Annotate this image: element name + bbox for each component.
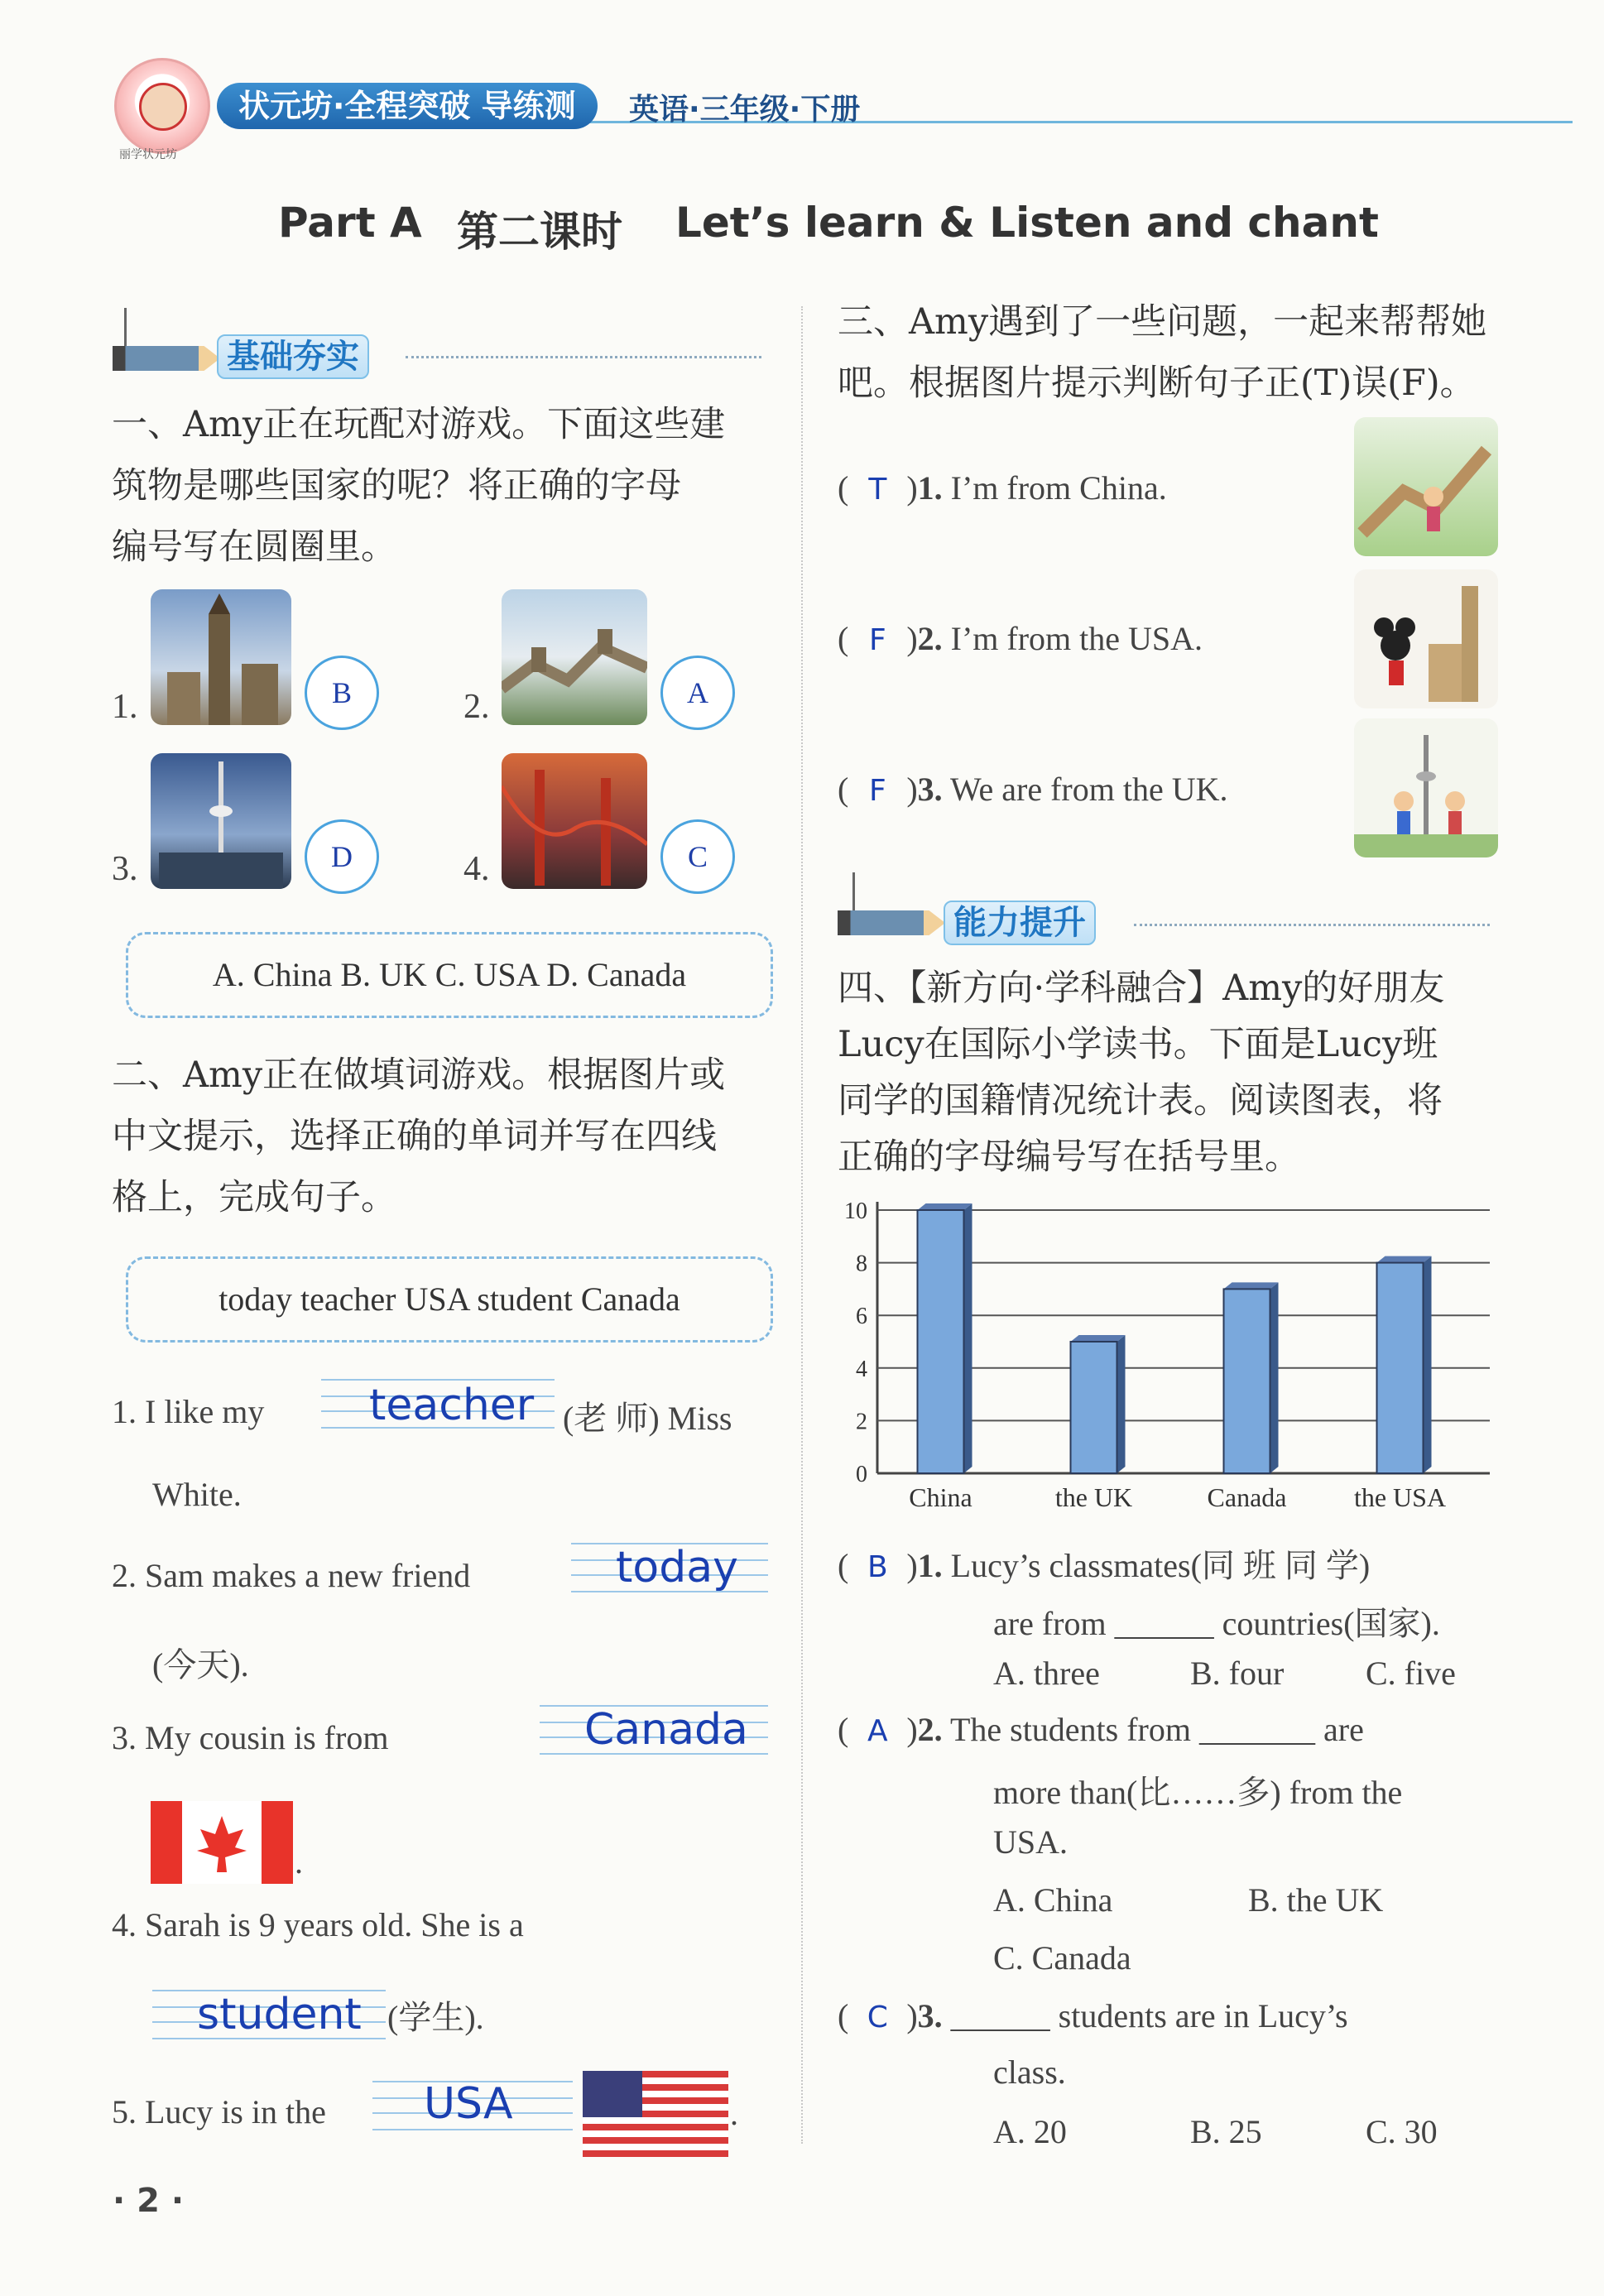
logo-caption: 丽学状元坊 <box>119 148 177 161</box>
big-ben-icon <box>151 589 291 725</box>
q3-item-1: ( T )1. I’m from China. <box>838 469 1167 507</box>
q2-s5-answer: USA <box>424 2079 513 2129</box>
column-divider <box>801 306 803 2144</box>
section-dotline <box>1134 924 1490 926</box>
q1-item-4-number: 4. <box>463 850 490 888</box>
subject-label: 英语·三年级·下册 <box>629 93 861 127</box>
q2-s1-cont: White. <box>152 1476 242 1513</box>
series-title: 状元坊·全程突破 导练测 <box>217 83 598 129</box>
q4-q3-opt-a: A. 20 <box>993 2113 1067 2150</box>
q4-q1-opt-c: C. five <box>1366 1655 1456 1692</box>
q2-s2-answer: today <box>616 1543 738 1592</box>
q3-item-1-answer[interactable]: T <box>868 473 887 507</box>
q1-item-1-number: 1. <box>112 688 138 726</box>
cn-tower-photo <box>151 753 291 889</box>
q1-answer-circle-3[interactable]: D <box>305 819 379 894</box>
x-tick-label: the USA <box>1353 1482 1447 1512</box>
q4-q2-line2: more than(比……多) from the <box>993 1774 1403 1811</box>
q2-s3-answer: Canada <box>584 1705 748 1755</box>
q4-q1-line2: are from ______ countries(国家). <box>993 1605 1440 1642</box>
q2-s1-hint: (老 师) Miss <box>563 1400 732 1437</box>
y-tick-label: 4 <box>856 1356 867 1382</box>
bar-side <box>1424 1256 1432 1473</box>
q4-q3-opt-b: B. 25 <box>1190 2113 1262 2150</box>
great-wall-icon <box>502 589 647 725</box>
q2-s1-answer: teacher <box>369 1381 535 1430</box>
q4-q1-answer[interactable]: B <box>867 1550 888 1584</box>
great-wall-photo <box>502 589 647 725</box>
big-ben-photo <box>151 589 291 725</box>
q3-cn-tower-cartoon <box>1354 718 1498 857</box>
bar-the-uk <box>1071 1342 1117 1473</box>
bar-top <box>918 1203 972 1210</box>
y-tick-label: 10 <box>844 1198 867 1224</box>
q4-q1-line1: ( B )1. Lucy’s classmates(同 班 同 学) <box>838 1547 1371 1584</box>
q2-s5-text: 5. Lucy is in the <box>112 2093 326 2130</box>
y-tick-label: 6 <box>856 1304 867 1330</box>
cn-tower-kids-icon <box>1354 718 1498 857</box>
section-dotline <box>406 356 761 358</box>
bar-the-usa <box>1377 1263 1424 1473</box>
q4-q2-opt-b: B. the UK <box>1248 1881 1384 1919</box>
pencil-icon <box>838 910 945 935</box>
q3-great-wall-cartoon <box>1354 417 1498 556</box>
x-tick-label: the UK <box>1054 1482 1133 1512</box>
q4-q1-opt-b: B. four <box>1190 1655 1285 1692</box>
q4-q3-line1: ( C )3. ______ students are in Lucy’s <box>838 1997 1348 2034</box>
nationality-bar-chart <box>828 1192 1515 1531</box>
q4-q3-opt-c: C. 30 <box>1366 2113 1438 2150</box>
page-number: · 2 · <box>113 2182 185 2220</box>
q1-answer-circle-4[interactable]: C <box>660 819 735 894</box>
bar-side <box>1117 1335 1126 1473</box>
bar-side <box>964 1203 972 1473</box>
canada-flag-icon <box>151 1801 293 1884</box>
q4-q2-opt-a: A. China <box>993 1881 1113 1919</box>
q1-answer-circle-1[interactable]: B <box>305 656 379 730</box>
q2-s3-text: 3. My cousin is from <box>112 1719 389 1756</box>
q4-q1-opt-a: A. three <box>993 1655 1100 1692</box>
cn-tower-icon <box>151 753 291 889</box>
title-lesson: 第二课时 <box>457 208 622 256</box>
bar-canada <box>1224 1289 1270 1473</box>
q4-q2-answer[interactable]: A <box>867 1714 888 1748</box>
page-title <box>278 199 1379 256</box>
q2-s2-text: 2. Sam makes a new friend <box>112 1557 471 1594</box>
y-tick-label: 0 <box>856 1462 867 1487</box>
q2-s4-text: 4. Sarah is 9 years old. She is a <box>112 1906 524 1943</box>
q4-q2-opt-c: C. Canada <box>993 1939 1131 1977</box>
mickey-big-ben-icon <box>1354 569 1498 708</box>
q2-word-bank: today teacher USA student Canada <box>126 1256 773 1343</box>
q2-s3-end: . <box>295 1843 303 1881</box>
title-part: Part A <box>278 199 422 247</box>
q3-item-2: ( F )2. I’m from the USA. <box>838 620 1203 657</box>
bar-china <box>918 1210 964 1473</box>
x-tick-label: Canada <box>1207 1482 1287 1512</box>
q3-prompt: 三、Amy遇到了一些问题，一起来帮帮她 吧。根据图片提示判断句子正(T)误(F)。 <box>838 301 1487 404</box>
section-basic-badge: 基础夯实 <box>217 334 369 379</box>
q2-prompt: 二、Amy正在做填词游戏。根据图片或 中文提示，选择正确的单词并写在四线 格上，完成句子。 <box>112 1054 726 1218</box>
pencil-icon <box>113 346 220 371</box>
bar-side <box>1270 1282 1279 1473</box>
q4-q3-line2: class. <box>993 2053 1066 2091</box>
q4-q3-answer[interactable]: C <box>867 2001 888 2034</box>
great-wall-icon <box>1354 417 1498 556</box>
q1-answer-circle-2[interactable]: A <box>660 656 735 730</box>
q4-q2-line3: USA. <box>993 1823 1069 1861</box>
golden-gate-photo <box>502 753 647 889</box>
bar-top <box>1071 1335 1126 1342</box>
q1-prompt: 一、Amy正在玩配对游戏。下面这些建 筑物是哪些国家的呢？将正确的字母 编号写在圆圈里。 <box>112 404 726 568</box>
q1-item-2-number: 2. <box>463 688 490 726</box>
q2-s2-hint: (今天). <box>152 1646 249 1684</box>
title-topic: Let’s learn & Listen and chant <box>675 199 1379 247</box>
y-tick-label: 8 <box>856 1251 867 1277</box>
golden-gate-bridge-icon <box>502 753 647 889</box>
section-advance-badge: 能力提升 <box>944 901 1096 945</box>
q2-s5-end: . <box>730 2095 738 2132</box>
bar-top <box>1377 1256 1432 1263</box>
q2-s4-hint: (学生). <box>387 1999 484 2036</box>
q4-q2-line1: ( A )2. The students from _______ are <box>838 1711 1364 1748</box>
q3-item-3-answer[interactable]: F <box>868 774 886 808</box>
q1-item-3-number: 3. <box>112 850 138 888</box>
x-tick-label: China <box>909 1482 972 1512</box>
y-tick-label: 2 <box>856 1409 867 1435</box>
q2-s4-answer: student <box>197 1990 362 2039</box>
logo-mascot-icon <box>139 83 187 131</box>
q1-options-box: A. China B. UK C. USA D. Canada <box>126 932 773 1018</box>
q3-item-2-answer[interactable]: F <box>868 623 886 657</box>
usa-flag-icon <box>583 2071 728 2157</box>
q3-mickey-bigben-cartoon <box>1354 569 1498 708</box>
q2-s1-text: 1. I like my <box>112 1393 265 1430</box>
bar-top <box>1224 1282 1279 1289</box>
q3-item-3: ( F )3. We are from the UK. <box>838 771 1228 808</box>
q4-prompt: 四、【新方向·学科融合】Amy的好朋友 Lucy在国际小学读书。下面是Lucy班 同学的国籍情况统计表。阅读图表，将 正确的字母编号写在括号里。 <box>838 968 1445 1178</box>
